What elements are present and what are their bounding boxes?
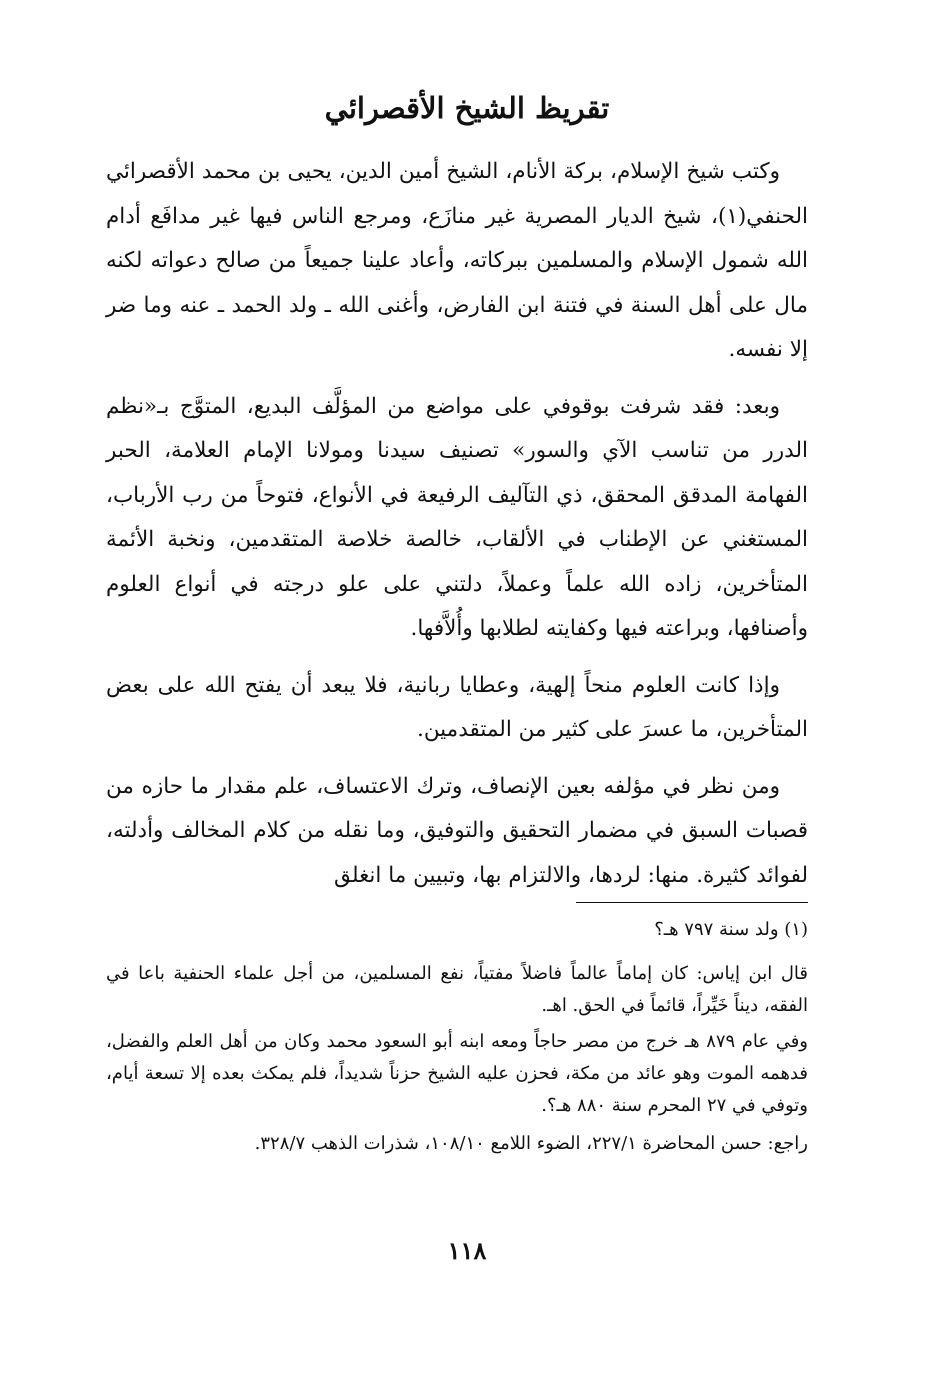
paragraph-fairness: ومن نظر في مؤلفه بعين الإنصاف، وترك الاعتساف، علم مقدار ما حازه من قصبات السبق في مضمار التحقيق والتوفيق، وما نقله من كلام المخالف وأدلته، لفوائد كثيرة. منها: لردها، والالتزام بها، وتبيين ما انغلق	[106, 773, 808, 888]
page-title: تقريظ الشيخ الأقصرائي	[324, 91, 610, 125]
main-text	[106, 150, 808, 898]
paragraph-praise: وبعد: فقد شرفت بوقوفي على مواضع من المؤلَّف البديع، المتوَّج بـ«نظم الدرر من تناسب الآي والسور» تصنيف سيدنا ومولانا الإمام العلامة، الحبر الفهامة المدقق المحقق، ذي التآليف الرفيعة في الأنواع، فتوحاً من رب الأرباب، المستغني عن الإطناب في الألقاب، خالصة خلاصة المتقدمين، ونخبة الأئمة المتأخرين، زاده الله علماً وعملاً، دلتني على علو درجته في أنواع العلوم وأصنافها، وبراعته فيها وكفايته لطلابها وأُلاَّفها.	[106, 393, 808, 641]
footnote-sources: راجع: حسن المحاضرة ٢٢٧/١، الضوء اللامع ١٠٨/١٠، شذرات الذهب ٣٢٨/٧.	[254, 1133, 808, 1154]
page-number: ١١٨	[447, 1236, 487, 1265]
footnote-body	[106, 958, 808, 1164]
paragraph-intro: وكتب شيخ الإسلام، بركة الأنام، الشيخ أمين الدين، يحيى بن محمد الأقصرائي الحنفي(١)، شيخ الديار المصرية غير منازَع، ومرجع الناس فيها غير مدافَع أدام الله شمول الإسلام والمسلمين ببركاته، وأعاد علينا جميعاً من صالح دعواته لكنه مال على أهل السنة في فتنة ابن الفارض، وأغنى الله ـ ولد الحمد ـ عنه وما ضر إلا نفسه.	[106, 159, 808, 362]
footnote-death-account: وفي عام ٨٧٩ هـ خرج من مصر حاجاً ومعه ابنه أبو السعود محمد وكان من أهل العلم والفضل، فدهمه الموت وهو عائد من مكة، فحزن عليه الشيخ حزناً شديداً، فلم يمكث بعده إلا تسعة أيام، وتوفي في ٢٧ المحرم سنة ٨٨٠ هـ؟.	[106, 1031, 808, 1116]
footnote-quote: قال ابن إياس: كان إماماً عالماً فاضلاً مفتياً، نفع المسلمين، من أجل علماء الحنفية باعا في الفقه، ديناً خَيِّراً، قائماً في الحق. اهـ.	[106, 963, 808, 1016]
paragraph-knowledge: وإذا كانت العلوم منحاً إلهية، وعطايا ربانية، فلا يبعد أن يفتح الله على بعض المتأخرين، ما عسرَ على كثير من المتقدمين.	[106, 672, 808, 742]
footnote-reference: (١) ولد سنة ٧٩٧ هـ؟	[654, 919, 808, 940]
footnote-divider	[576, 902, 808, 903]
